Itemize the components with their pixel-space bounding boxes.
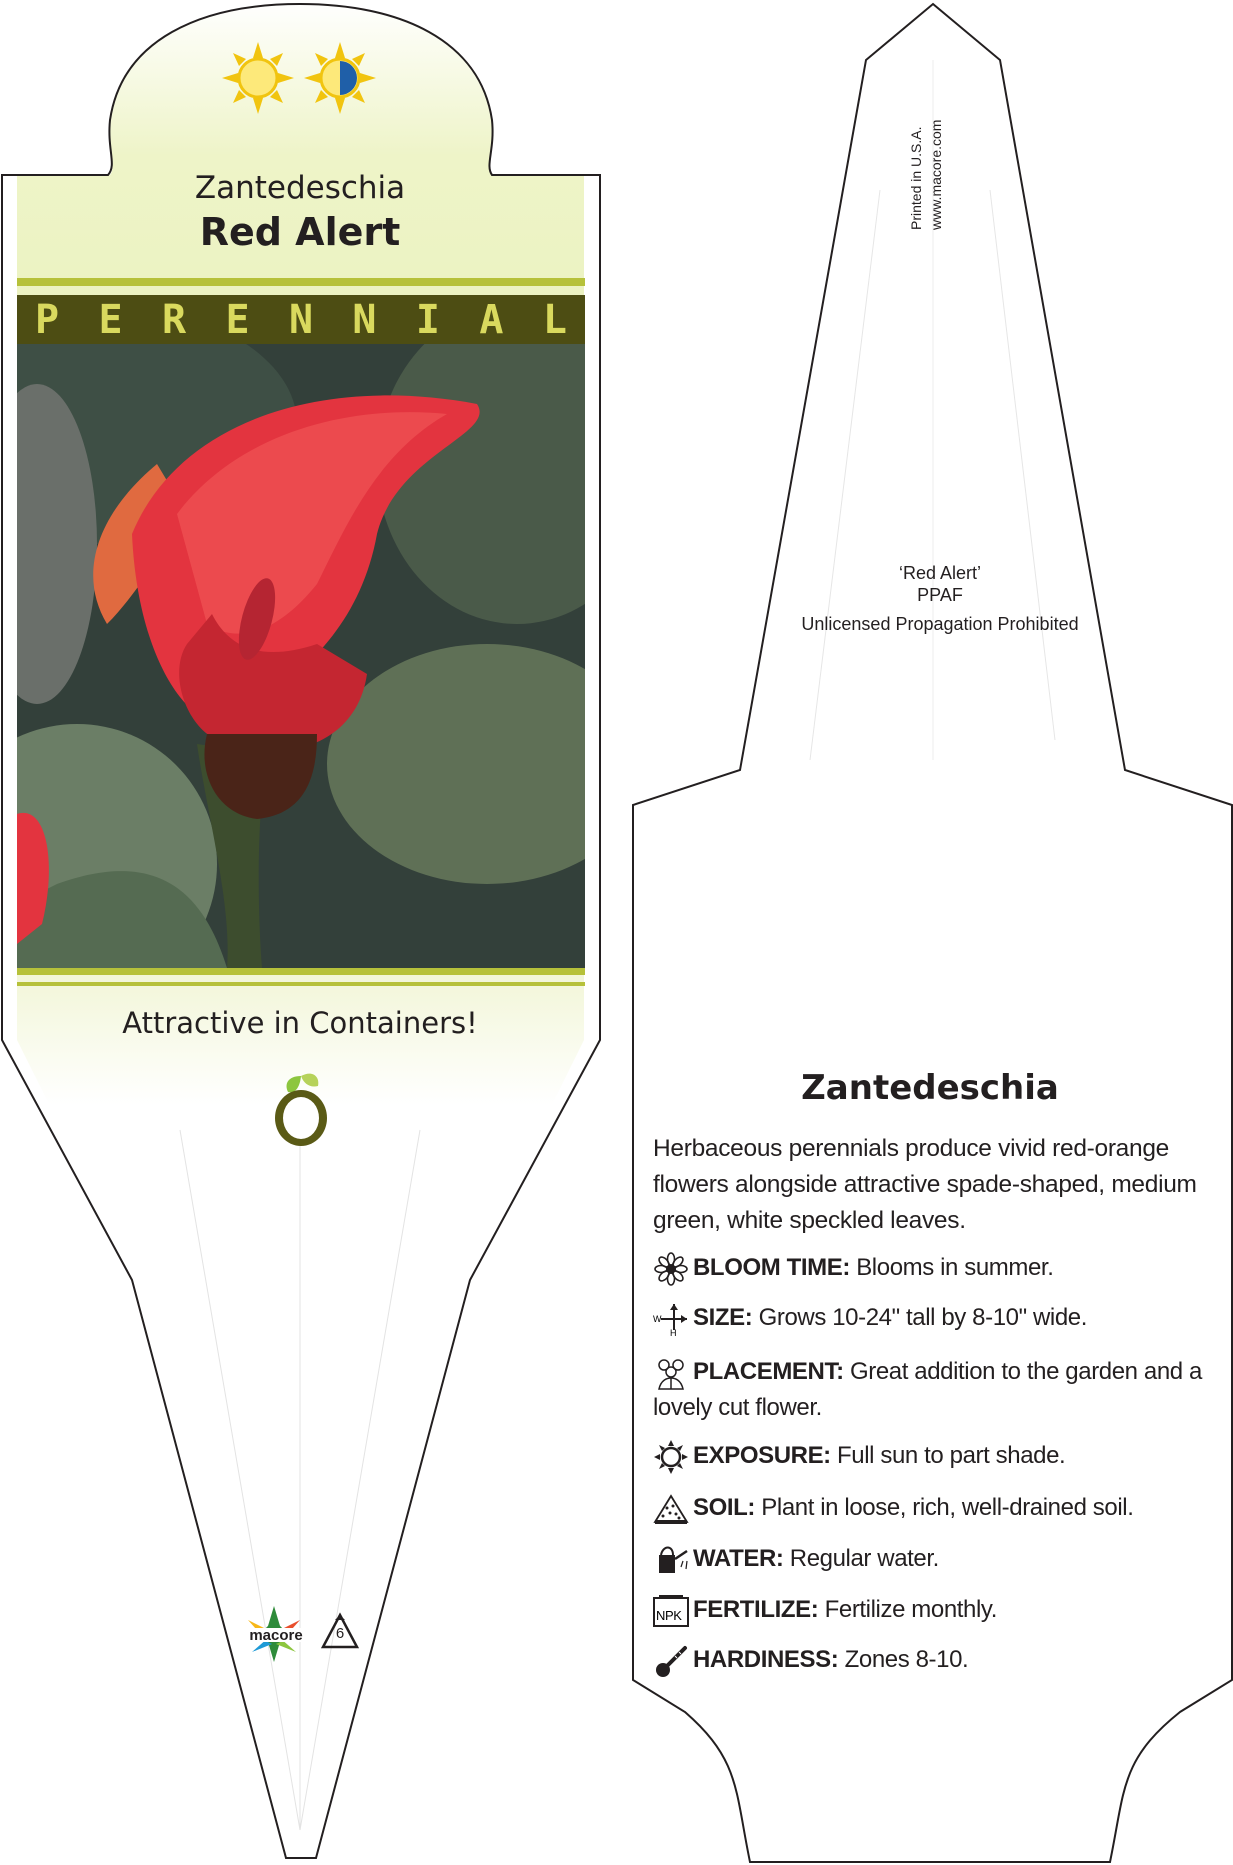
size-icon-w: W (653, 1313, 662, 1324)
attr-label: HARDINESS: (693, 1646, 839, 1673)
tagline: Attractive in Containers! (122, 1006, 478, 1040)
sun-icon (653, 1440, 689, 1474)
attr-label: PLACEMENT: (693, 1358, 844, 1385)
bottom-rule-thin (17, 982, 585, 986)
bottom-rule (17, 968, 585, 975)
category-letter: N (288, 296, 314, 343)
size-icon-h: H (670, 1327, 677, 1336)
attr-text: Zones 8-10. (844, 1646, 969, 1673)
attr-text: Regular water. (789, 1545, 939, 1572)
patent-status: PPAF (917, 585, 963, 605)
attr-size (653, 1300, 1223, 1336)
flower-icon (653, 1252, 689, 1286)
attr-text: Full sun to part shade. (837, 1442, 1066, 1469)
attr-label: BLOOM TIME: (693, 1254, 850, 1281)
attr-label: FERTILIZE: (693, 1596, 819, 1623)
attr-text: Blooms in summer. (856, 1254, 1054, 1281)
back-heading: Zantedeschia (801, 1068, 1059, 1108)
placement-icon (653, 1356, 689, 1390)
category-letter: P (35, 296, 60, 343)
attr-text: Fertilize monthly. (824, 1596, 998, 1623)
attr-label: EXPOSURE: (693, 1442, 831, 1469)
category-letter: R (161, 296, 187, 343)
attr-fertilize (653, 1592, 1223, 1628)
macore-logo-text: macore (249, 1627, 303, 1644)
website: www.macore.com (928, 119, 944, 230)
attr-text: Great addition to the garden and a lovely cut flower. (653, 1358, 1202, 1421)
category-band (17, 295, 585, 344)
plant-photo (17, 344, 585, 968)
category-letter: E (225, 296, 250, 343)
npk-icon (653, 1594, 689, 1628)
calla-lily-image (17, 344, 585, 968)
recycle-number: 6 (335, 1625, 345, 1642)
patent-notice: Unlicensed Propagation Prohibited (801, 614, 1079, 634)
full-sun-icon (222, 42, 294, 114)
top-rule (17, 278, 585, 286)
print-info (906, 90, 996, 240)
soil-icon (653, 1492, 689, 1526)
attr-label: SIZE: (693, 1304, 753, 1331)
exposure-icons (220, 40, 380, 116)
attr-placement (653, 1354, 1223, 1426)
category-letter: I (415, 296, 440, 343)
patent-name: ‘Red Alert’ (898, 563, 982, 583)
attr-soil (653, 1490, 1223, 1526)
plant-genus-title: Zantedeschia (194, 170, 406, 206)
attr-bloom-time (653, 1250, 1223, 1286)
thermometer-icon (653, 1644, 689, 1678)
part-shade-icon (304, 42, 376, 114)
attr-label: SOIL: (693, 1494, 755, 1521)
attr-water (653, 1541, 1223, 1577)
attr-text: Plant in loose, rich, well-drained soil. (761, 1494, 1134, 1521)
npk-icon-text: NPK (656, 1607, 682, 1623)
category-letter: N (352, 296, 377, 343)
category-letter: L (542, 296, 567, 343)
category-letter: E (98, 296, 123, 343)
size-icon (653, 1302, 689, 1336)
plant-cultivar-title: Red Alert (199, 210, 401, 254)
plant-description: Herbaceous perennials produce vivid red-orange flowers alongside attractive spade-shaped, medium green, white speckled leaves. (653, 1135, 1197, 1234)
printed-in: Printed in U.S.A. (908, 126, 924, 230)
attr-hardiness (653, 1642, 1223, 1678)
watering-can-icon (653, 1543, 689, 1577)
seed-logo-icon (268, 1068, 334, 1150)
attr-text: Grows 10-24" tall by 8-10" wide. (758, 1304, 1088, 1331)
attr-label: WATER: (693, 1545, 784, 1572)
category-letter: A (479, 296, 504, 343)
attr-exposure (653, 1438, 1223, 1474)
